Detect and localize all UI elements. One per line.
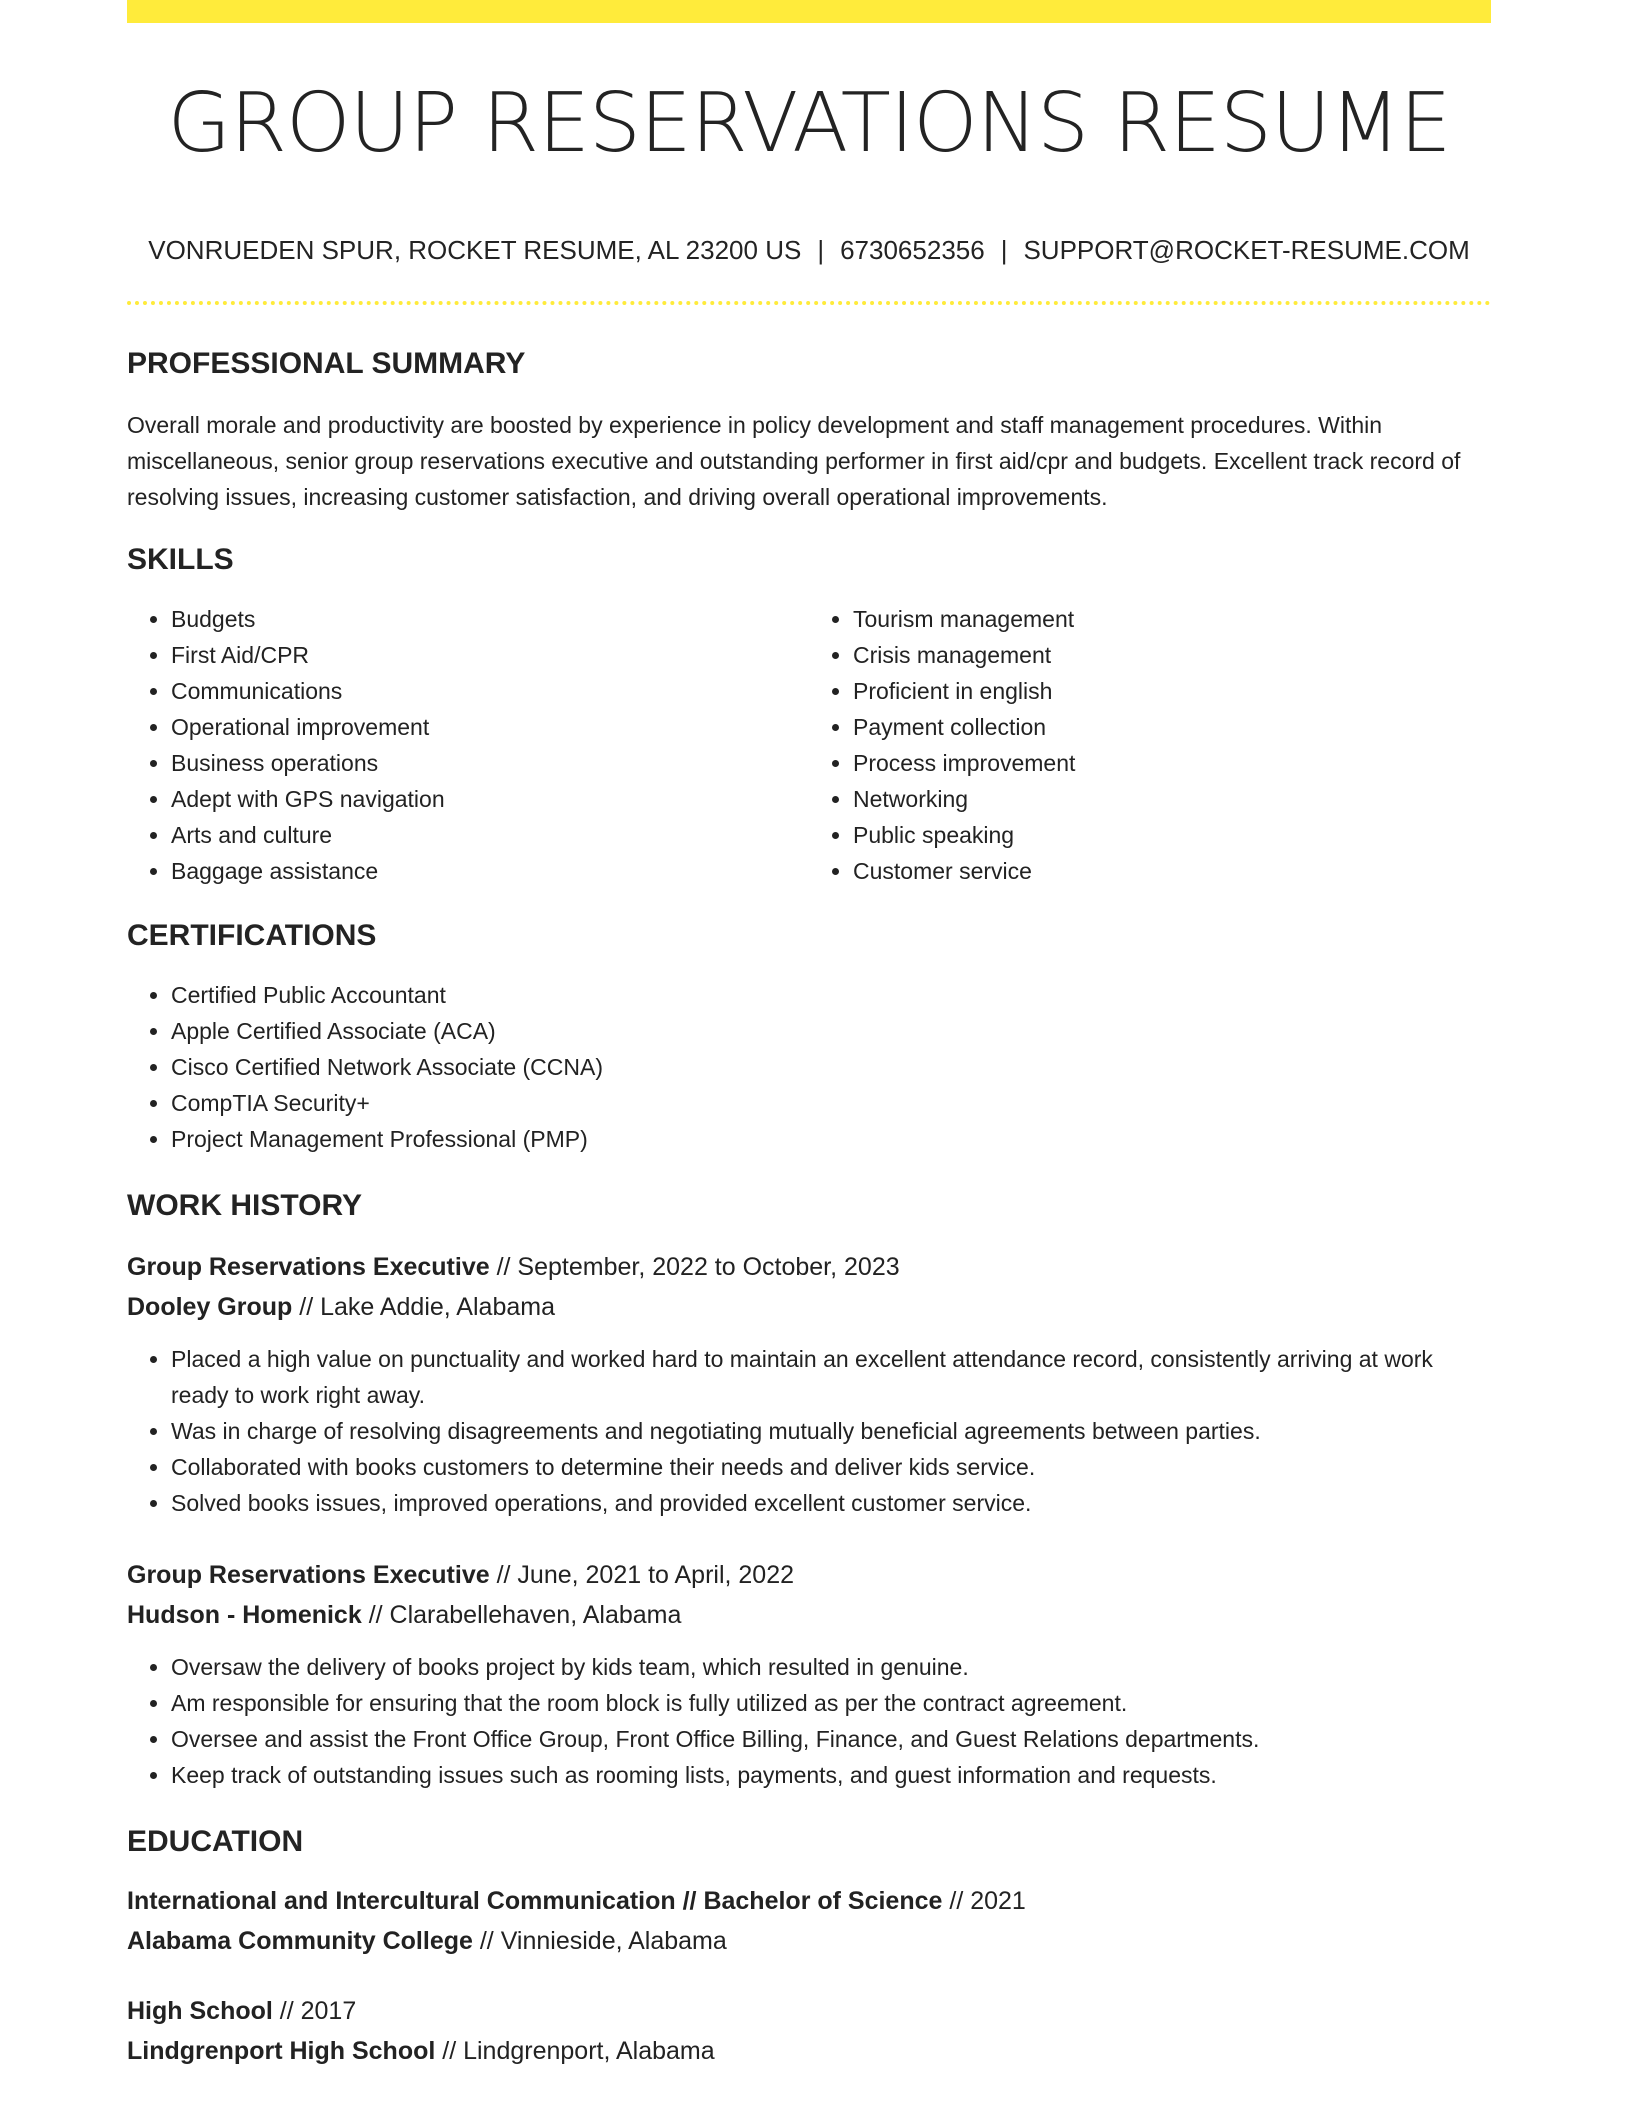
contact-address: VONRUEDEN SPUR, ROCKET RESUME, AL 23200 US (148, 235, 802, 265)
education-location: // Vinnieside, Alabama (472, 1927, 727, 1955)
education-school: Lindgrenport High School (127, 2037, 436, 2065)
certification-item: • Apple Certified Associate (ACA) (171, 1013, 1491, 1049)
job-company: Hudson - Homenick (127, 1601, 362, 1629)
skill-item: • Networking (853, 781, 1491, 817)
skill-item: • Payment collection (853, 709, 1491, 745)
job-location: // Clarabellehaven, Alabama (361, 1601, 682, 1629)
certifications-section (127, 921, 1491, 1157)
education-heading: EDUCATION (127, 1825, 304, 1858)
skill-item: • Tourism management (853, 601, 1491, 637)
summary-heading: PROFESSIONAL SUMMARY (127, 347, 526, 380)
contact-line (127, 235, 1491, 266)
contact-email: SUPPORT@ROCKET-RESUME.COM (1023, 235, 1470, 265)
job-bullet: • Am responsible for ensuring that the room block is fully utilized as per the contract agreement. (171, 1685, 1491, 1721)
certifications-list (127, 977, 1491, 1157)
contact-phone: 6730652356 (840, 235, 985, 265)
skill-item: • Public speaking (853, 817, 1491, 853)
skill-item: • Business operations (171, 745, 809, 781)
skill-item: • Process improvement (853, 745, 1491, 781)
work-history-heading: WORK HISTORY (127, 1189, 363, 1222)
skill-item: • Adept with GPS navigation (171, 781, 809, 817)
skill-item: • Operational improvement (171, 709, 809, 745)
education-year: // 2017 (272, 1997, 357, 2025)
job-bullet: • Oversaw the delivery of books project by kids team, which resulted in genuine. (171, 1649, 1491, 1685)
job-dates: // June, 2021 to April, 2022 (489, 1561, 795, 1589)
skill-item: • Crisis management (853, 637, 1491, 673)
work-history-section (127, 1191, 1491, 1793)
job-bullet: • Collaborated with books customers to determine their needs and deliver kids service. (171, 1449, 1491, 1485)
contact-separator: | (817, 235, 825, 265)
skill-item: • Customer service (853, 853, 1491, 889)
education-entry (127, 1991, 1491, 2071)
education-year: // 2021 (942, 1887, 1026, 1915)
education-degree-line (127, 1991, 1491, 2031)
education-school-line (127, 1921, 1491, 1961)
resume-title: GROUP RESERVATIONS RESUME (167, 76, 1451, 171)
resume-page (127, 0, 1491, 2071)
dotted-divider (127, 301, 1491, 305)
job-company-line (127, 1595, 1491, 1635)
job-title: Group Reservations Executive (127, 1253, 490, 1281)
skills-columns (127, 601, 1491, 889)
certifications-heading: CERTIFICATIONS (127, 919, 377, 952)
job-company: Dooley Group (127, 1293, 293, 1321)
job-bullet: • Keep track of outstanding issues such as rooming lists, payments, and guest information and requests. (171, 1757, 1491, 1793)
contact-separator: | (1000, 235, 1008, 265)
skill-item: • Baggage assistance (171, 853, 809, 889)
skill-item: • Arts and culture (171, 817, 809, 853)
certification-item: • CompTIA Security+ (171, 1085, 1491, 1121)
job-location: // Lake Addie, Alabama (292, 1293, 555, 1321)
summary-section (127, 349, 1491, 515)
job-company-line (127, 1287, 1491, 1327)
education-section (127, 1827, 1491, 2071)
education-entry (127, 1881, 1491, 1961)
job-bullets (127, 1649, 1491, 1793)
job-bullet: • Was in charge of resolving disagreements and negotiating mutually beneficial agreements between parties. (171, 1413, 1491, 1449)
certification-item: • Cisco Certified Network Associate (CCNA) (171, 1049, 1491, 1085)
skill-item: • First Aid/CPR (171, 637, 809, 673)
job-title-line (127, 1555, 1491, 1595)
skill-item: • Proficient in english (853, 673, 1491, 709)
job-bullet: • Placed a high value on punctuality and worked hard to maintain an excellent attendance record, consistently arriving at work ready to work right away. (171, 1341, 1491, 1413)
certification-item: • Certified Public Accountant (171, 977, 1491, 1013)
education-location: // Lindgrenport, Alabama (435, 2037, 715, 2065)
job-entry (127, 1247, 1491, 1521)
skill-item: • Budgets (171, 601, 809, 637)
certification-item: • Project Management Professional (PMP) (171, 1121, 1491, 1157)
summary-text: Overall morale and productivity are boosted by experience in policy development and staff management procedures. Within miscellaneous, senior group reservations executive and outstanding performer in first aid/cpr and budgets. Excellent track record of resolving issues, increasing customer satisfaction, and driving overall operational improvements. (127, 412, 1461, 510)
job-bullets (127, 1341, 1491, 1521)
education-school-line (127, 2031, 1491, 2071)
job-title: Group Reservations Executive (127, 1561, 490, 1589)
education-degree: International and Intercultural Communication // Bachelor of Science (127, 1887, 943, 1915)
accent-top-bar (127, 0, 1491, 23)
education-degree-line (127, 1881, 1491, 1921)
skills-right-list (809, 601, 1491, 889)
job-dates: // September, 2022 to October, 2023 (489, 1253, 900, 1281)
education-degree: High School (127, 1997, 273, 2025)
education-school: Alabama Community College (127, 1927, 473, 1955)
job-bullet: • Oversee and assist the Front Office Group, Front Office Billing, Finance, and Guest Relations departments. (171, 1721, 1491, 1757)
job-entry (127, 1555, 1491, 1793)
skills-left-list (127, 601, 809, 889)
job-bullet: • Solved books issues, improved operations, and provided excellent customer service. (171, 1485, 1491, 1521)
skills-section (127, 545, 1491, 889)
skills-heading: SKILLS (127, 543, 234, 576)
job-title-line (127, 1247, 1491, 1287)
skill-item: • Communications (171, 673, 809, 709)
